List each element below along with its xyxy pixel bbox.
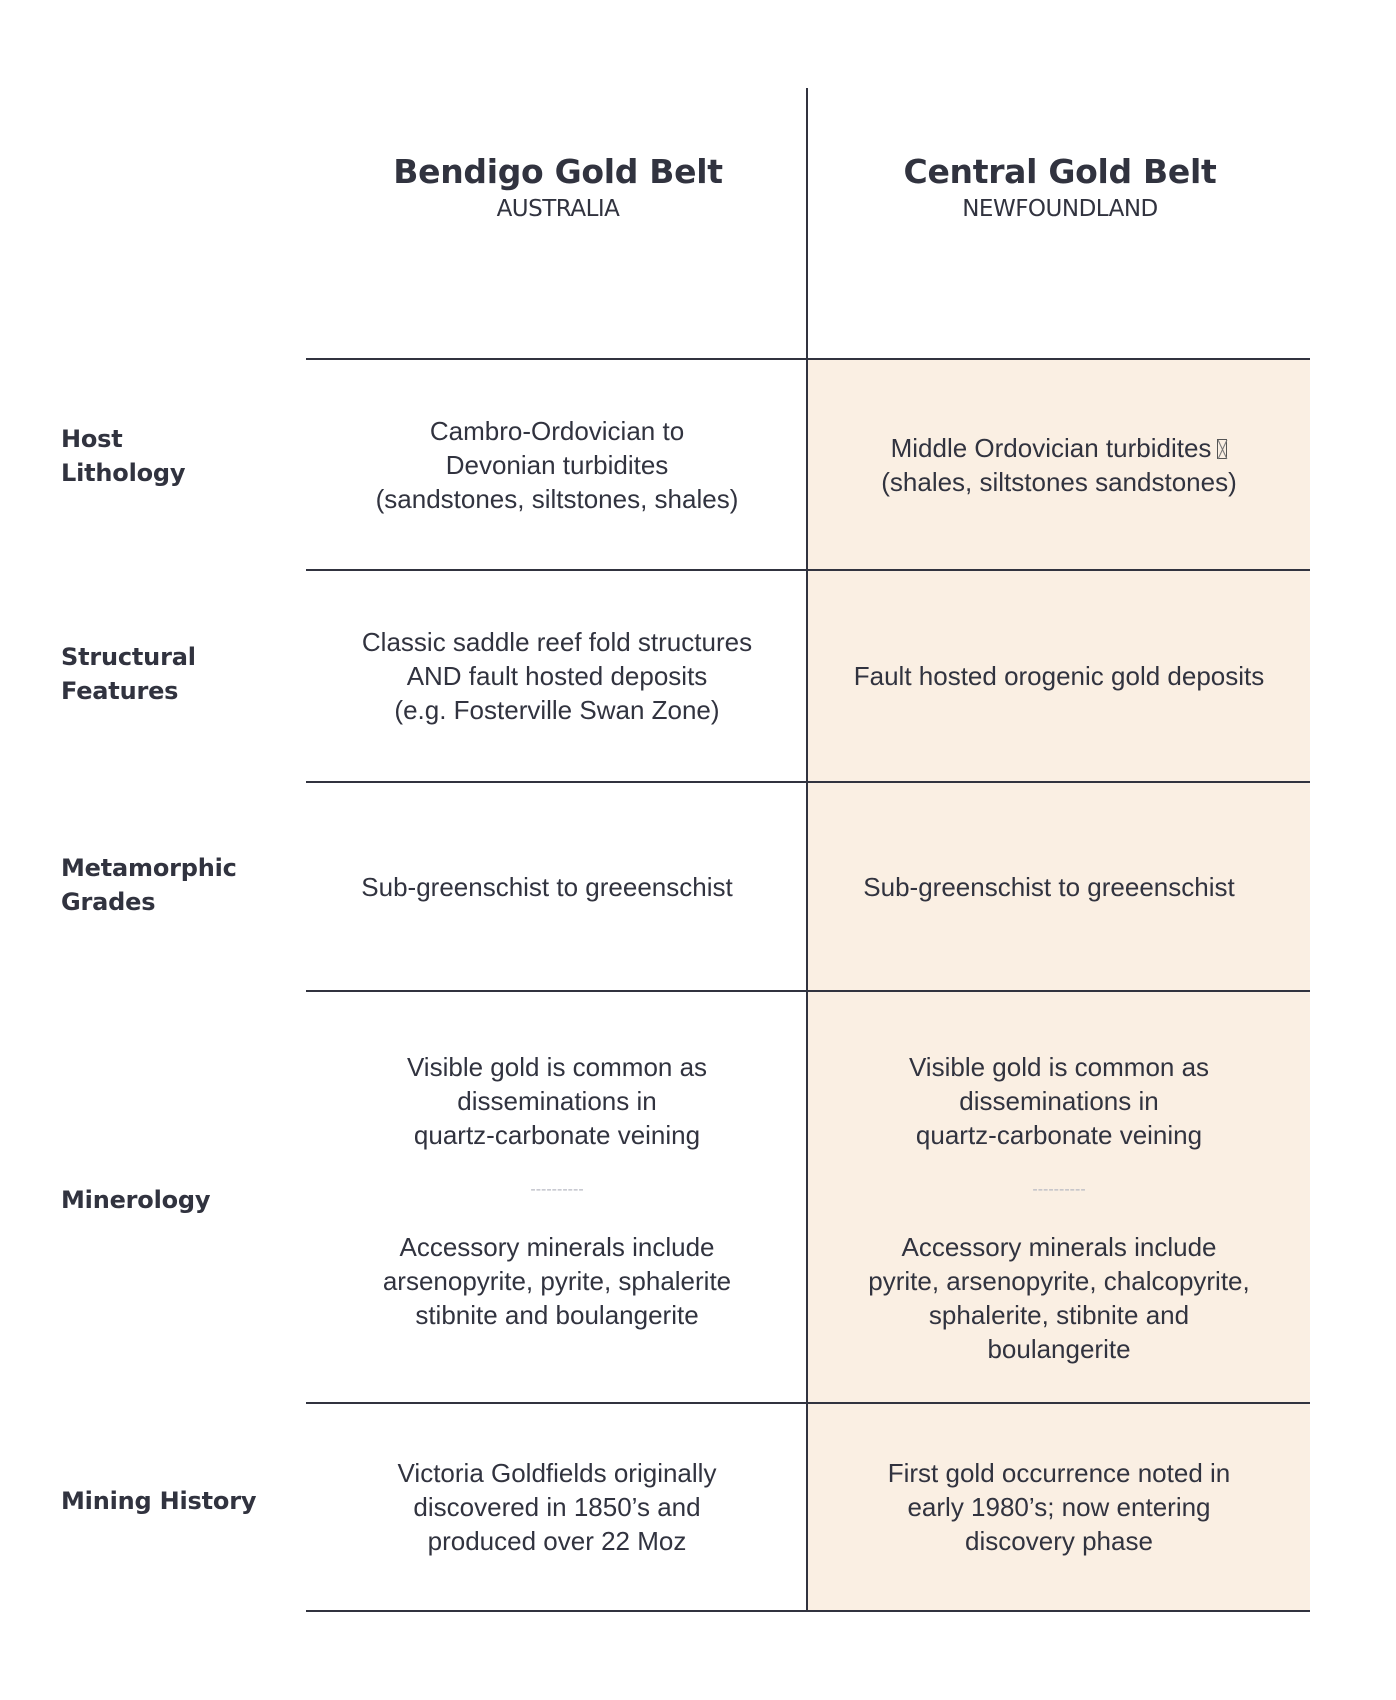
row-label-line: Minerology [61,1186,211,1214]
column-subtitle: NEWFOUNDLAND [962,196,1158,222]
column-subtitle: AUSTRALIA [496,196,620,222]
cell-text-line: arsenopyrite, pyrite, sphalerite [382,1266,732,1296]
cell-text-line: early 1980’s; now entering [907,1492,1211,1522]
cell-text-line: pyrite, arsenopyrite, chalcopyrite, [868,1266,1250,1296]
cell-text-line: First gold occurrence noted in [887,1458,1231,1488]
row-label-structural-features [61,640,196,708]
column-title: Bendigo Gold Belt [393,152,723,191]
row-label-line: Mining History [61,1487,257,1515]
row-label-line: Host [61,425,123,453]
cell-text-line: Devonian turbidites [445,449,669,480]
row-label-line: Metamorphic [61,854,237,882]
cell-central-structural-features [808,571,1310,781]
cell-bendigo-minerology [308,992,806,1402]
cell-bendigo-mining-history [308,1404,806,1610]
row-label-metamorphic-grades [61,851,237,919]
cell-text-line: discovery phase [965,1526,1153,1556]
cell-text: Middle Ordovician turbidites [890,432,1212,463]
cell-text-line: (shales, siltstones sandstones) [881,466,1237,497]
cell-text-line: (e.g. Fosterville Swan Zone) [394,695,720,725]
cell-text-line: quartz-carbonate veining [413,1120,701,1150]
cell-text-line: Classic saddle reef fold structures [361,627,753,657]
row-label-mining-history [61,1484,256,1518]
cell-bendigo-structural-features [308,571,806,781]
row-label-line: Grades [61,888,156,916]
cell-text-line: discovered in 1850’s and [413,1492,701,1522]
cell-bendigo-host-lithology [308,360,806,569]
cell-text-line: Visible gold is common as [406,1052,708,1082]
cell-text-line: stibnite and boulangerite [415,1300,699,1330]
cell-text-line: quartz-carbonate veining [915,1120,1203,1150]
cell-text-line: Sub-greenschist to greeenschist [361,871,733,902]
row-label-line: Features [61,677,179,705]
cell-text-line: Visible gold is common as [908,1052,1210,1082]
row-label-line: Structural [61,643,196,671]
dashed-separator: ---------- [1032,1181,1086,1198]
cell-text-line: Victoria Goldfields originally [397,1458,717,1488]
cell-text-line: produced over 22 Moz [427,1526,687,1556]
cell-text-line: (sandstones, siltstones, shales) [375,483,739,514]
cell-text-line: disseminations in [457,1086,657,1116]
cell-central-metamorphic-grades [808,783,1310,990]
cell-text-line: Cambro-Ordovician to [429,415,685,446]
row-divider [306,1610,1310,1612]
row-label-host-lithology [61,422,185,490]
column-header-central [810,150,1310,224]
cell-central-mining-history [808,1404,1310,1610]
column-header-bendigo [308,150,808,224]
missing-glyph-box-icon [1217,439,1227,459]
cell-central-host-lithology [808,360,1310,569]
row-label-line: Lithology [61,459,186,487]
dashed-separator: ---------- [530,1181,584,1198]
column-title: Central Gold Belt [903,152,1217,191]
cell-text-line: Fault hosted orogenic gold deposits [853,661,1265,691]
cell-text-line: Accessory minerals include [399,1232,715,1262]
cell-text-line: Accessory minerals include [901,1232,1217,1262]
cell-text-line: Sub-greenschist to greeenschist [863,871,1235,902]
cell-text-line: boulangerite [987,1334,1131,1364]
cell-text-line: AND fault hosted deposits [406,661,708,691]
cell-text-line [891,431,1228,465]
cell-text-line: disseminations in [959,1086,1159,1116]
row-label-minerology [61,1183,210,1217]
cell-text-line: sphalerite, stibnite and [928,1300,1190,1330]
cell-central-minerology [808,992,1310,1402]
cell-bendigo-metamorphic-grades [308,783,806,990]
